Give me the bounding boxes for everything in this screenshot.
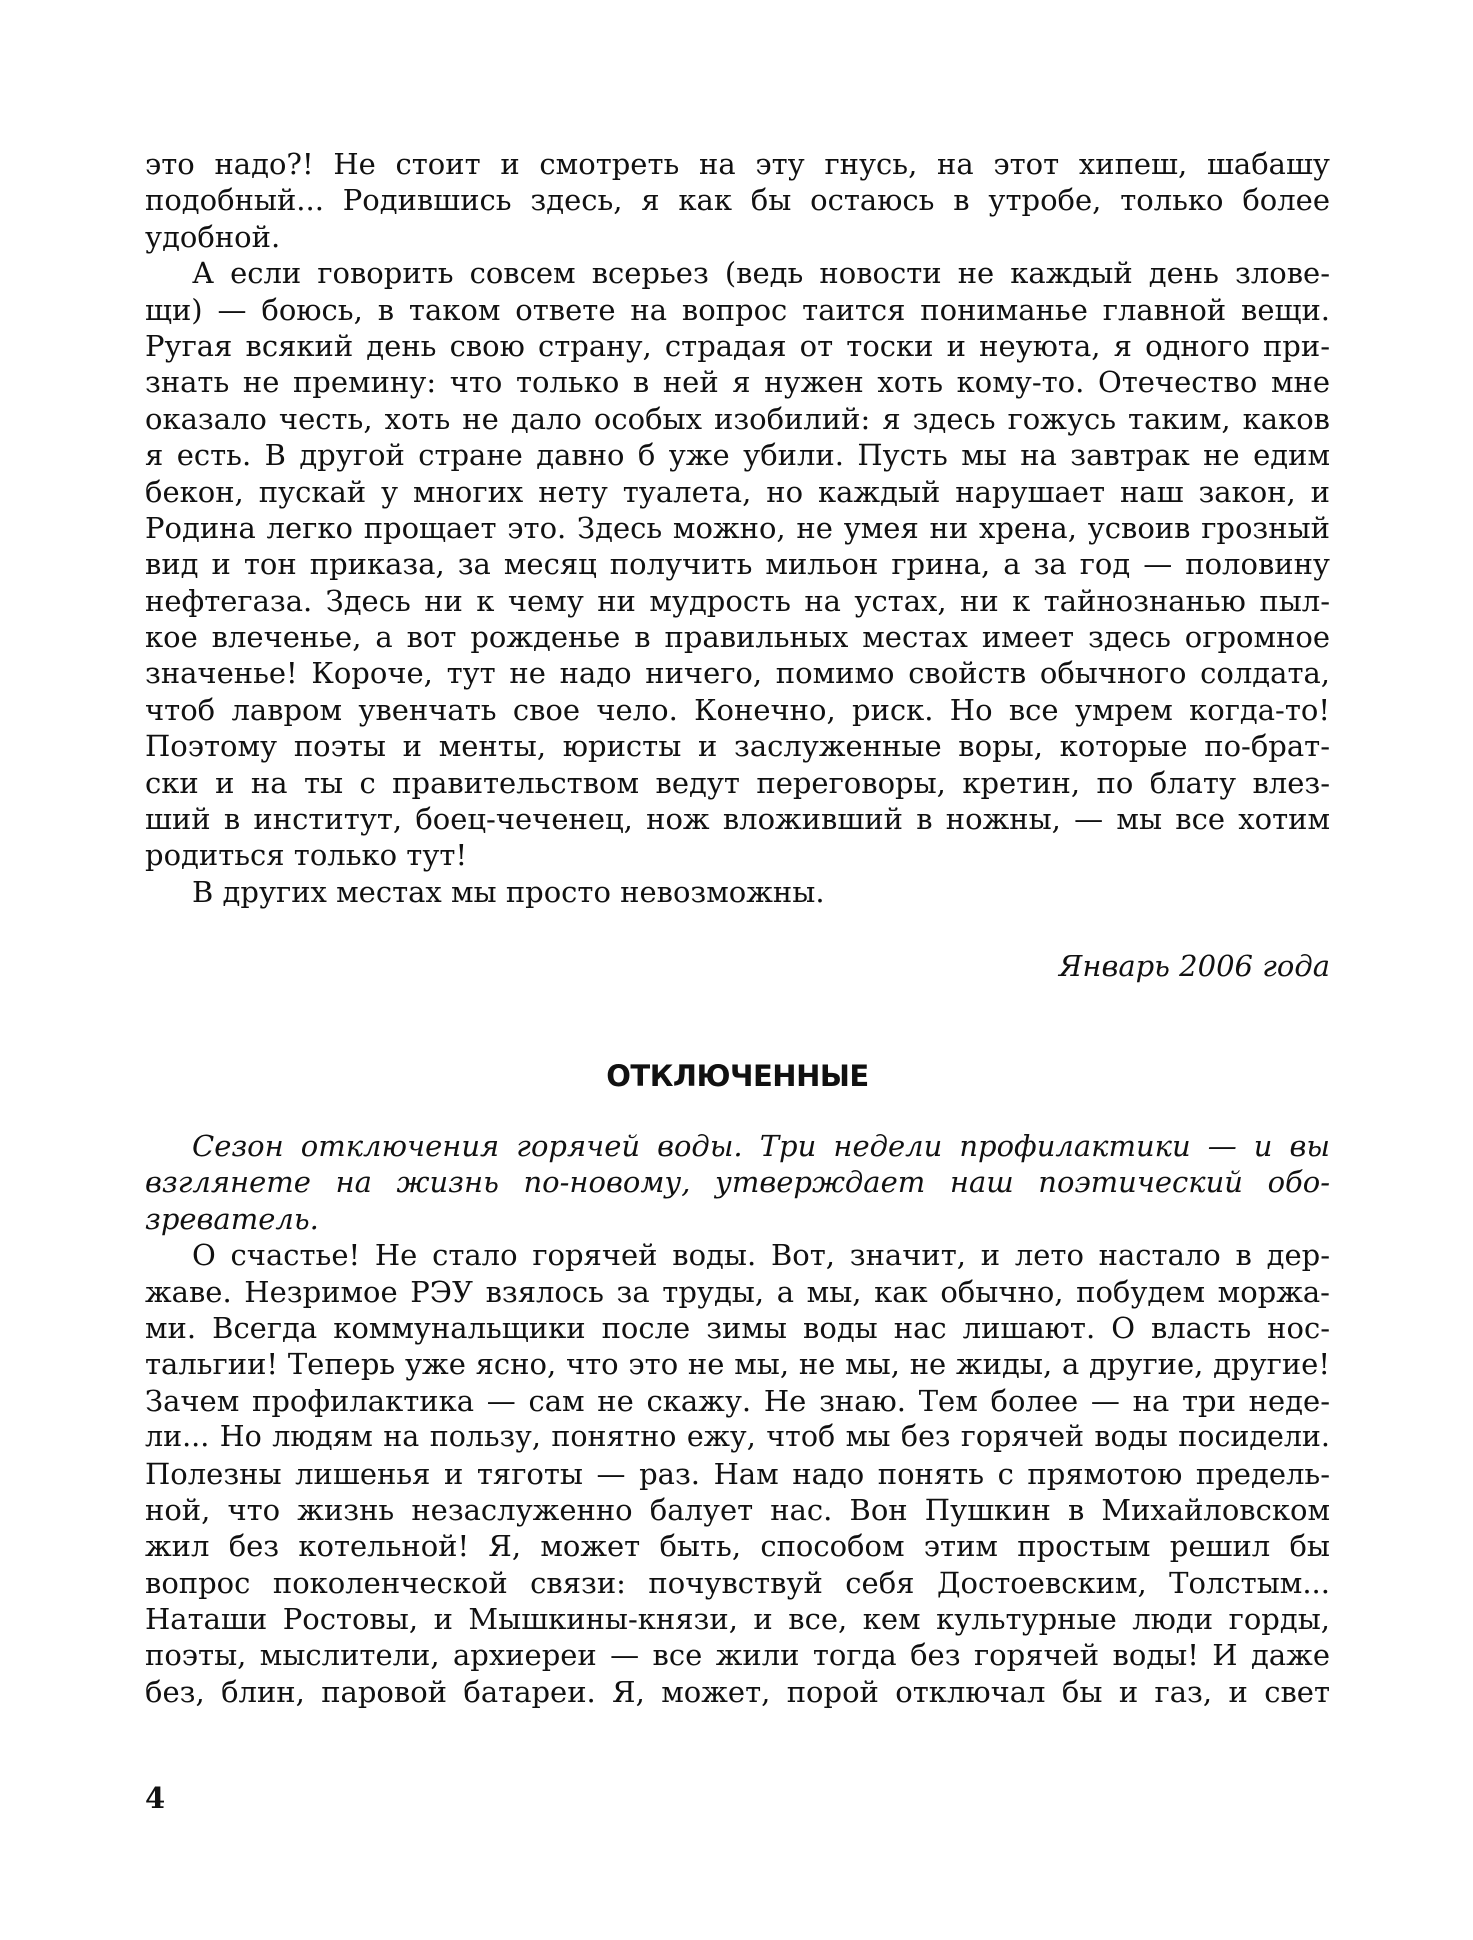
text-line: кое влеченье, а вот рожденье в правильных местах имеет здесь огромное (145, 620, 1330, 655)
text-line: Наташи Ростовы, и Мышкины-князи, и все, кем культурные люди горды, (145, 1602, 1330, 1637)
text-line: вид и тон приказа, за месяц получить мильон грина, а за год — половину (145, 547, 1330, 582)
text-line: жил без котельной! Я, может быть, способом этим простым решил бы (145, 1529, 1330, 1564)
lead-line: Сезон отключения горячей воды. Три недели профилактики — и вы (192, 1129, 1330, 1163)
text-line: О счастье! Не стало горячей воды. Вот, значит, и лето настало в дер- (192, 1238, 1330, 1273)
text-line: Полезны лишенья и тяготы — раз. Нам надо понять с прямотою предель- (145, 1456, 1330, 1491)
article-text (145, 1128, 1330, 1710)
text-line: Родина легко прощает это. Здесь можно, не умея ни хрена, усвоив грозный (145, 510, 1330, 545)
text-line: оказало честь, хоть не дало особых изобилий: я здесь гожусь таким, каков (145, 401, 1330, 436)
text-line: нефтегаза. Здесь ни к чему ни мудрость на устах, ни к тайнознанью пыл- (145, 583, 1330, 618)
text-line: подобный... Родившись здесь, я как бы остаюсь в утробе, только более (145, 183, 1330, 218)
text-line: чтоб лавром увенчать свое чело. Конечно, риск. Но все умрем когда-то! (145, 692, 1330, 727)
text-line: В других местах мы просто невозможны. (192, 874, 825, 909)
text-line: вопрос поколенческой связи: почувствуй себя Достоевским, Толстым... (145, 1565, 1330, 1600)
text-line: ли... Но людям на пользу, понятно ежу, чтоб мы без горячей воды посидели. (145, 1420, 1330, 1454)
text-line: ми. Всегда коммунальщики после зимы воды нас лишают. О власть нос- (145, 1310, 1330, 1345)
text-line: ной, что жизнь незаслуженно балует нас. Вон Пушкин в Михайловском (145, 1492, 1330, 1527)
text-line: поэты, мыслители, архиереи — все жили тогда без горячей воды! И даже (145, 1638, 1330, 1673)
text-line: без, блин, паровой батареи. Я, может, порой отключал бы и газ, и свет (145, 1674, 1330, 1709)
text-line: Поэтому поэты и менты, юристы и заслуженные воры, которые по-брат- (145, 729, 1330, 764)
text-line: тальгии! Теперь уже ясно, что это не мы, не мы, не жиды, а другие, другие! (145, 1347, 1330, 1382)
section-title: ОТКЛЮЧЕННЫЕ (606, 1059, 869, 1093)
text-line: Ругая всякий день свою страну, страдая от тоски и неуюта, я одного при- (145, 328, 1330, 363)
text-line: щи) — боюсь, в таком ответе на вопрос таится пониманье главной вещи. (145, 292, 1330, 327)
text-line: ший в институт, боец-чеченец, нож вложивший в ножны, — мы все хотим (145, 802, 1330, 837)
text-line: родиться только тут! (145, 838, 468, 873)
text-line: жаве. Незримое РЭУ взялось за труды, а мы, как обычно, побудем моржа- (145, 1274, 1330, 1309)
text-line: значенье! Короче, тут не надо ничего, помимо свойств обычного солдата, (145, 656, 1330, 691)
article-date: Январь 2006 года (1058, 949, 1330, 983)
text-line: это надо?! Не стоит и смотреть на эту гнусь, на этот хипеш, шабашу (145, 147, 1330, 181)
lead-line: взглянете на жизнь по-новому, утверждает наш поэтический обо- (145, 1165, 1330, 1200)
text-line: Зачем профилактика — сам не скажу. Не знаю. Тем более — на три неде- (145, 1383, 1330, 1418)
text-line: я есть. В другой стране давно б уже убили. Пусть мы на завтрак не едим (145, 438, 1330, 473)
text-line: знать не премину: что только в ней я нужен хоть кому-то. Отечество мне (145, 365, 1330, 400)
text-line: бекон, пускай у многих нету туалета, но каждый нарушает наш закон, и (145, 474, 1330, 509)
page-number: 4 (145, 1781, 166, 1815)
text-line: удобной. (145, 219, 281, 254)
text-line: А если говорить совсем всерьез (ведь новости не каждый день злове- (192, 256, 1330, 291)
article-text-continued (145, 146, 1330, 910)
text-line: ски и на ты с правительством ведут переговоры, кретин, по блату влез- (145, 765, 1330, 800)
lead-line: зреватель. (145, 1201, 319, 1236)
